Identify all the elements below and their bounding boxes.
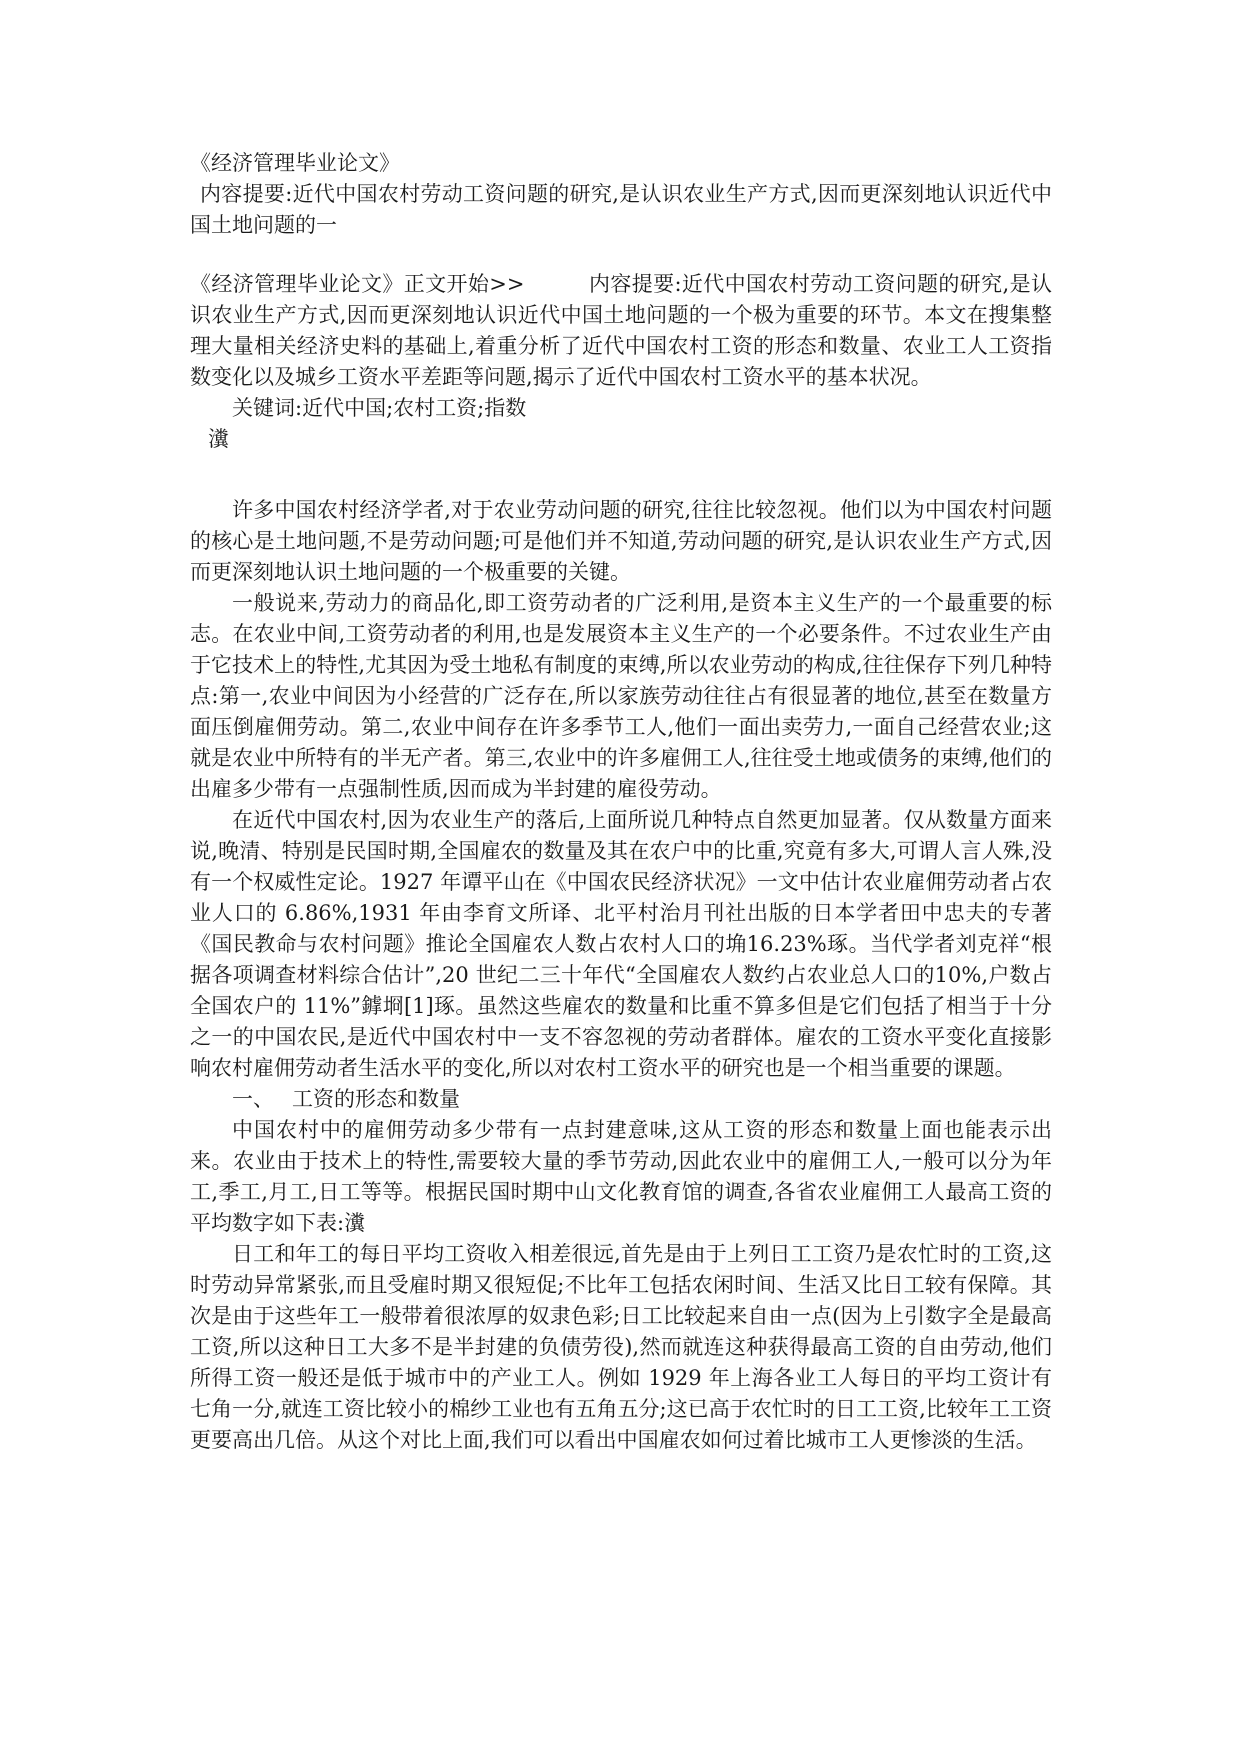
summary-abstract: 内容提要:近代中国农村劳动工资问题的研究,是认识农业生产方式,因而更深刻地认识近代中国土地问题的一: [190, 182, 1052, 237]
section-heading: [190, 1084, 1052, 1115]
section-number: 一、: [232, 1087, 274, 1111]
garbled-mark: 瀵: [208, 427, 229, 451]
body-paragraph: 中国农村中的雇佣劳动多少带有一点封建意味,这从工资的形态和数量上面也能表示出来。农业由于技术上的特性,需要较大量的季节劳动,因此农业中的雇佣工人,一般可以分为年工,季工,月工,日工等等。根据民国时期中山文化教育馆的调查,各省农业雇佣工人最高工资的平均数字如下表:瀵: [190, 1118, 1052, 1235]
body-paragraph: 日工和年工的每日平均工资收入相差很远,首先是由于上列日工工资乃是农忙时的工资,这时劳动异常紧张,而且受雇时期又很短促;不比年工包括农闲时间、生活又比日工较有保障。其次是由于这些年工一般带着很浓厚的奴隶色彩;日工比较起来自由一点(因为上引数字全是最高工资,所以这种日工大多不是半封建的负债劳役),然而就连这种获得最高工资的自由劳动,他们所得工资一般还是低于城市中的产业工人。例如 1929 年上海各业工人每日的平均工资计有七角一分,就连工资比较小的棉纱工业也有五角五分;这已高于农忙时的日工工资,比较年工工资更要高出几倍。从这个对比上面,我们可以看出中国雇农如何过着比城市工人更惨淡的生活。: [190, 1242, 1052, 1452]
section-title: 工资的形态和数量: [292, 1087, 460, 1111]
body-paragraph: 在近代中国农村,因为农业生产的落后,上面所说几种特点自然更加显著。仅从数量方面来说,晚清、特别是民国时期,全国雇农的数量及其在农户中的比重,究竟有多大,可谓人言人殊,没有一个权威性定论。1927 年谭平山在《中国农民经济状况》一文中估计农业雇佣劳动者占农业人口的 6.86%,1931 年由李育文所译、北平村治月刊社出版的日本学者田中忠夫的专著《国民教命与农村问题》推论全国雇农人数占农村人口的埆16.23%琢。当代学者刘克祥“根据各项调查材料综合估计”,20 世纪二三十年代“全国雇农人数约占农业总人口的10%,户数占全国农户的 11%”鎼埛[1]琢。虽然这些雇农的数量和比重不算多但是它们包括了相当于十分之一的中国农民,是近代中国农村中一支不容忽视的劳动者群体。雇农的工资水平变化直接影响农村雇佣劳动者生活水平的变化,所以对农村工资水平的研究也是一个相当重要的课题。: [190, 808, 1052, 1080]
summary-title: 《经济管理毕业论文》: [190, 151, 400, 175]
article-intro: 《经济管理毕业论文》正文开始>> 内容提要:近代中国农村劳动工资问题的研究,是认识农业生产方式,因而更深刻地认识近代中国土地问题的一个极为重要的环节。本文在搜集整理大量相关经济史料的基础上,着重分析了近代中国农村工资的形态和数量、农业工人工资指数变化以及城乡工资水平差距等问题,揭示了近代中国农村工资水平的基本状况。: [190, 272, 1052, 389]
body-paragraph: 一般说来,劳动力的商品化,即工资劳动者的广泛利用,是资本主义生产的一个最重要的标志。在农业中间,工资劳动者的利用,也是发展资本主义生产的一个必要条件。不过农业生产由于它技术上的特性,尤其因为受土地私有制度的束缚,所以农业劳动的构成,往往保存下列几种特点:第一,农业中间因为小经营的广泛存在,所以家族劳动往往占有很显著的地位,甚至在数量方面压倒雇佣劳动。第二,农业中间存在许多季节工人,他们一面出卖劳力,一面自己经营农业;这就是农业中所特有的半无产者。第三,农业中的许多雇佣工人,往往受土地或债务的束缚,他们的出雇多少带有一点强制性质,因而成为半封建的雇役劳动。: [190, 591, 1052, 801]
document-page: [190, 148, 1052, 1456]
keywords: 关键词:近代中国;农村工资;指数: [232, 396, 527, 420]
body-paragraph: 许多中国农村经济学者,对于农业劳动问题的研究,往往比较忽视。他们以为中国农村问题的核心是土地问题,不是劳动问题;可是他们并不知道,劳动问题的研究,是认识农业生产方式,因而更深刻地认识土地问题的一个极重要的关键。: [190, 498, 1052, 584]
